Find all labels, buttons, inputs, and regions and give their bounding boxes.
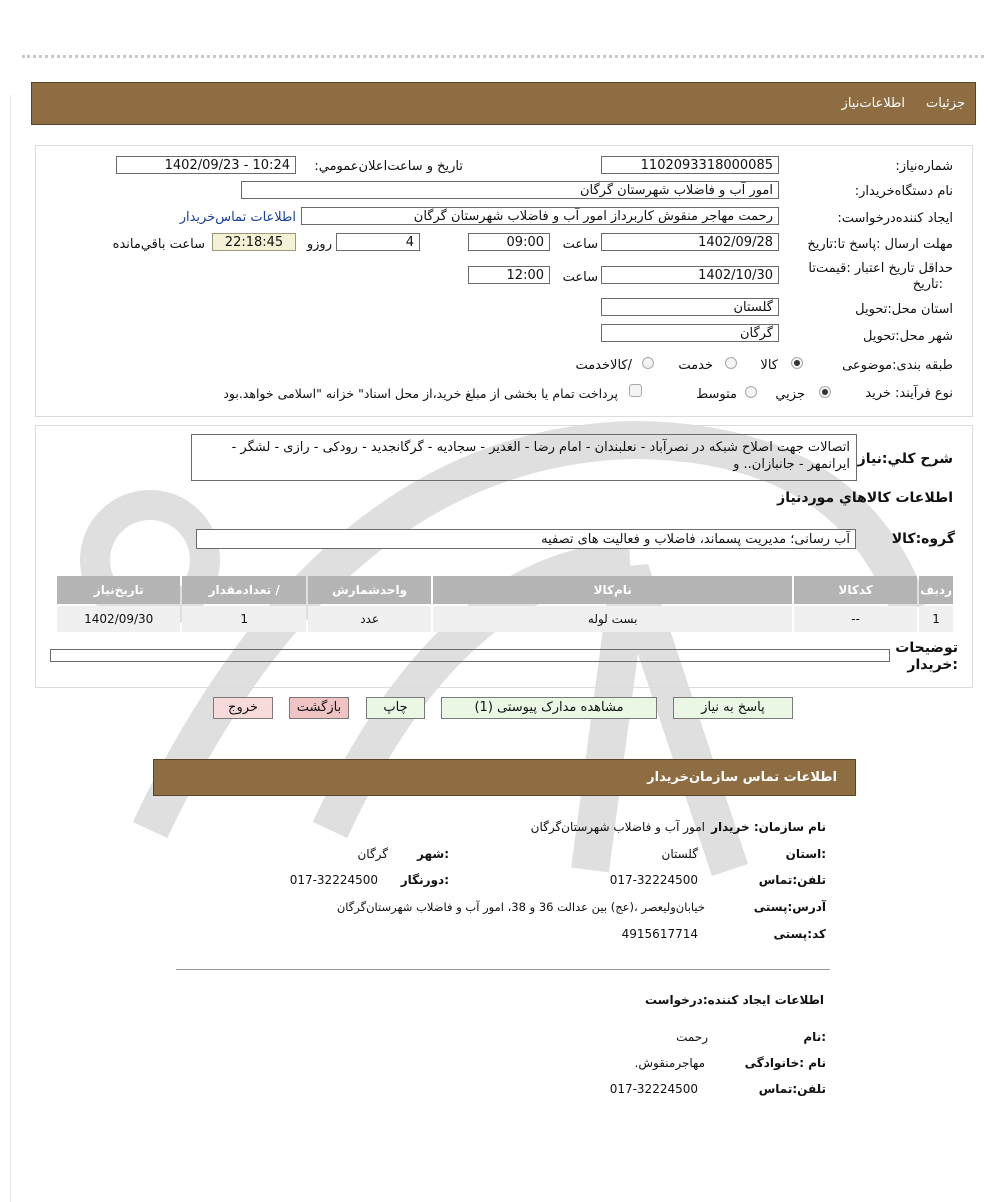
- cell-code: --: [794, 606, 917, 632]
- creator-label: ایجاد کننده‌درخواست:: [837, 211, 953, 226]
- creator-field: رحمت مهاجر منقوش کاربرداز امور آب و فاضلاب شهرستان گرگان: [301, 207, 779, 225]
- goods-group-field: آب رسانی؛ مدیریت پسماند، فاضلاب و فعالیت های تصفیه: [196, 529, 856, 549]
- goods-group-label: گروه:کالا: [891, 531, 955, 547]
- goods-info-title: اطلاعات کالاهاي موردنیاز: [777, 490, 953, 506]
- contact-title: اطلاعات تماس سازمان‌خریدار: [647, 770, 837, 785]
- contact-title-bar: [153, 759, 856, 796]
- left-border-line: [10, 95, 11, 1202]
- summary-label: شرح کلي:نیاز: [857, 451, 953, 467]
- goods-table: [55, 574, 955, 634]
- contact-city-label: :شهر: [417, 847, 449, 861]
- buyer-notes-field: [50, 649, 890, 662]
- category-option-goods: کالا: [760, 358, 778, 373]
- header-bar: [31, 82, 976, 125]
- category-radio-goods[interactable]: [791, 357, 803, 369]
- print-button[interactable]: چاپ: [366, 697, 425, 719]
- announce-field: 1402/09/23 - 10:24: [116, 156, 296, 174]
- remaining-label: ساعت باقي‌مانده: [112, 237, 205, 252]
- deadline-label: مهلت ارسال :پاسخ تا:تاریخ: [807, 237, 953, 252]
- contact-province-label: :استان: [785, 847, 826, 861]
- exit-button[interactable]: خروج: [213, 697, 273, 719]
- payment-note: پرداخت تمام یا بخشی از مبلغ خرید،از محل اسناد" خزانه "اسلامی خواهد.بود: [223, 386, 618, 401]
- contact-phone-label: تلفن:تماس: [758, 873, 826, 887]
- city-field: گرگان: [601, 324, 779, 342]
- days-word: روزو: [306, 237, 332, 252]
- contact-fax-label: :دورنگار: [400, 873, 449, 887]
- deadline-time-word: ساعت: [562, 237, 598, 252]
- col-code: کدکالا: [794, 576, 917, 604]
- category-option-service: خدمت: [678, 358, 713, 373]
- contact-divider: [176, 969, 830, 970]
- process-option-minor: جزيي: [775, 387, 805, 402]
- contact-fax-value: 017-32224500: [289, 873, 378, 887]
- top-dotted-divider: [22, 55, 984, 58]
- validity-label: حداقل تاریخ اعتبار :قیمت‌تا: [808, 261, 953, 276]
- cell-unit: عدد: [308, 606, 432, 632]
- cell-need-date: 1402/09/30: [57, 606, 180, 632]
- creator-phone-label: تلفن:تماس: [758, 1082, 826, 1096]
- col-quantity: / تعدادمقدار: [182, 576, 305, 604]
- days-field: 4: [336, 233, 420, 251]
- province-field: گلستان: [601, 298, 779, 316]
- buyer-org-field: امور آب و فاضلاب شهرستان گرگان: [241, 181, 779, 199]
- back-button[interactable]: بازگشت: [289, 697, 349, 719]
- col-unit: واحدشمارش: [308, 576, 432, 604]
- attachments-button[interactable]: مشاهده مدارک پیوستی (1): [441, 697, 657, 719]
- col-name: نام‌کالا: [433, 576, 792, 604]
- org-label: نام سازمان: خریدار: [711, 820, 826, 834]
- need-number-label: شماره‌نیاز:: [895, 159, 953, 174]
- goods-table-header: [57, 576, 953, 604]
- deadline-time-field: 09:00: [468, 233, 550, 251]
- creator-last-name-value: مهاجرمنقوش.: [634, 1056, 705, 1070]
- province-label: استان محل:تحویل: [855, 302, 953, 317]
- validity-label-2: :تاریخ: [912, 277, 943, 292]
- table-row: [57, 606, 953, 632]
- payment-checkbox[interactable]: [629, 384, 642, 397]
- validity-time-word: ساعت: [562, 270, 598, 285]
- buyer-contact-link[interactable]: اطلاعات تماس‌خریدار: [179, 210, 296, 225]
- contact-postal-label: کد:پستی: [773, 927, 826, 941]
- category-option-goods-service: /کالاخدمت: [575, 358, 632, 373]
- validity-time-field: 12:00: [468, 266, 550, 284]
- creator-first-name-label: :نام: [803, 1030, 826, 1044]
- col-need-date: تاریخ‌نیاز: [57, 576, 180, 604]
- contact-city-value: گرگان: [357, 847, 388, 861]
- need-number-field: 1102093318000085: [601, 156, 779, 174]
- creator-first-name-value: رحمت: [676, 1030, 708, 1044]
- contact-address-label: آدرس:پستی: [753, 900, 826, 914]
- tab-details[interactable]: جزئیات: [926, 96, 965, 111]
- category-radio-goods-service[interactable]: [642, 357, 654, 369]
- process-label: نوع فرآیند: خرید: [865, 386, 953, 401]
- tab-need-info[interactable]: اطلاعات‌نیاز: [841, 96, 905, 111]
- category-radio-service[interactable]: [725, 357, 737, 369]
- category-label: طبقه بندی:موضوعی: [842, 358, 953, 373]
- contact-postal-value: 4915617714: [621, 927, 698, 941]
- buyer-notes-label-2: :خریدار: [907, 657, 958, 673]
- respond-button[interactable]: پاسخ به نیاز: [673, 697, 793, 719]
- cell-name: بست لوله: [433, 606, 792, 632]
- creator-info-title: اطلاعات ایجاد کننده:درخواست: [644, 993, 824, 1007]
- city-label: شهر محل:تحویل: [863, 329, 953, 344]
- validity-date-field: 1402/10/30: [601, 266, 779, 284]
- org-value: امور آب و فاضلاب شهرستان‌گرگان: [530, 820, 705, 834]
- process-option-medium: متوسط: [696, 387, 737, 402]
- process-radio-medium[interactable]: [745, 386, 757, 398]
- contact-phone-value: 017-32224500: [609, 873, 698, 887]
- buyer-org-label: نام دستگاه‌خریدار:: [854, 184, 953, 199]
- contact-address-value: خیابان‌ولیعصر ،(عج) بین عدالت 36 و 38، امور آب و فاضلاب شهرستان‌گرگان: [336, 900, 705, 914]
- col-row: ردیف: [919, 576, 953, 604]
- creator-last-name-label: نام :خانوادگی: [744, 1056, 826, 1070]
- buyer-notes-label: توضیحات: [895, 640, 958, 656]
- process-radio-minor[interactable]: [819, 386, 831, 398]
- cell-quantity: 1: [182, 606, 305, 632]
- announce-label: تاریخ و ساعت‌اعلان‌عمومي:: [314, 159, 463, 174]
- cell-row: 1: [919, 606, 953, 632]
- contact-province-value: گلستان: [661, 847, 698, 861]
- remaining-time-field: 22:18:45: [212, 233, 296, 251]
- deadline-date-field: 1402/09/28: [601, 233, 779, 251]
- creator-phone-value: 017-32224500: [609, 1082, 698, 1096]
- summary-text-box: اتصالات جهت اصلاح شبکه در نصرآباد - نعلبندان - امام رضا - الغدیر - سجادیه - گرگانجدید - رودکی - رازی - لشگر - ایرانمهر - جانبازان.. و: [191, 434, 857, 481]
